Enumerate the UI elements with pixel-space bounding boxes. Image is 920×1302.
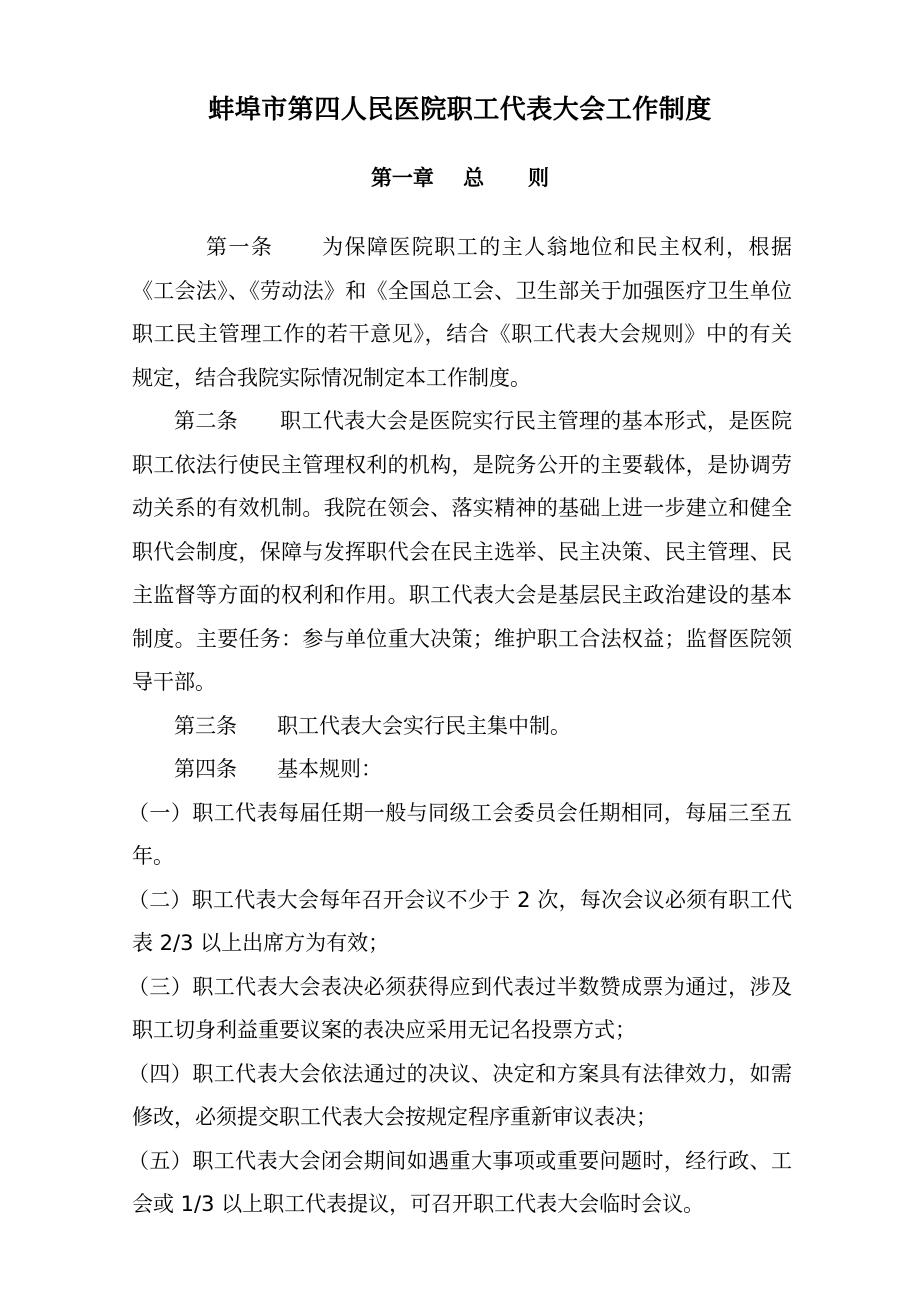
article-label: 第四条: [174, 757, 237, 781]
article-1: [132, 226, 792, 400]
article-label: 第一条: [206, 235, 274, 259]
rule-text: 职工代表大会表决必须获得应到代表过半数赞成票为通过，涉及职工切身利益重要议案的表决应采用无记名投票方式；: [132, 974, 793, 1042]
article-text: 为保障医院职工的主人翁地位和民主权利，根据《工会法》、《劳动法》和《全国总工会、卫生部关于加强医疗卫生单位职工民主管理工作的若干意见》，结合《职工代表大会规则》中的有关规定，结合我院实际情况制定本工作制度。: [132, 235, 792, 390]
article-label: 第三条: [174, 713, 237, 738]
article-3: [132, 705, 792, 749]
article-text: 职工代表大会是医院实行民主管理的基本形式，是医院职工依法行使民主管理权利的机构，是院务公开的主要载体，是协调劳动关系的有效机制。我院在领会、落实精神的基础上进一步建立和健全职代会制度，保障与发挥职代会在民主选举、民主决策、民主管理、民主监督等方面的权利和作用。职工代表大会是基层民主政治建设的基本制度。主要任务：参与单位重大决策；维护职工合法权益；监督医院领导干部。: [132, 409, 792, 694]
article-4: [132, 748, 792, 792]
rule-text: 职工代表每届任期一般与同级工会委员会任期相同，每届三至五年。: [132, 800, 793, 868]
rule-text: 职工代表大会闭会期间如遇重大事项或重要问题时，经行政、工会或 1/3 以上职工代表提议，可召开职工代表大会临时会议。: [132, 1148, 793, 1216]
document-title: 蚌埠市第四人民医院职工代表大会工作制度: [208, 95, 712, 125]
rule-item-4: [128, 1053, 793, 1140]
article-text: 职工代表大会实行民主集中制。: [277, 713, 572, 738]
rule-label: （三）: [128, 974, 193, 999]
chapter-heading: 第一章 总 则: [370, 166, 550, 190]
rule-text: 职工代表大会依法通过的决议、决定和方案具有法律效力，如需修改，必须提交职工代表大会按规定程序重新审议表决；: [132, 1061, 793, 1129]
rule-label: （五）: [128, 1148, 193, 1173]
rule-label: （二）: [128, 887, 192, 912]
rule-label: （四）: [128, 1061, 193, 1086]
article-2: [132, 400, 792, 705]
rule-text: 职工代表大会每年召开会议不少于 2 次，每次会议必须有职工代表 2/3 以上出席方为有效；: [132, 887, 793, 955]
document-body: [128, 226, 793, 1227]
rule-item-3: [128, 966, 793, 1053]
rule-item-2: [128, 879, 793, 966]
article-text: 基本规则：: [277, 757, 383, 781]
rule-item-1: [128, 792, 793, 879]
rule-label: （一）: [128, 800, 193, 825]
article-label: 第二条: [174, 409, 239, 433]
rule-item-5: [128, 1140, 793, 1227]
